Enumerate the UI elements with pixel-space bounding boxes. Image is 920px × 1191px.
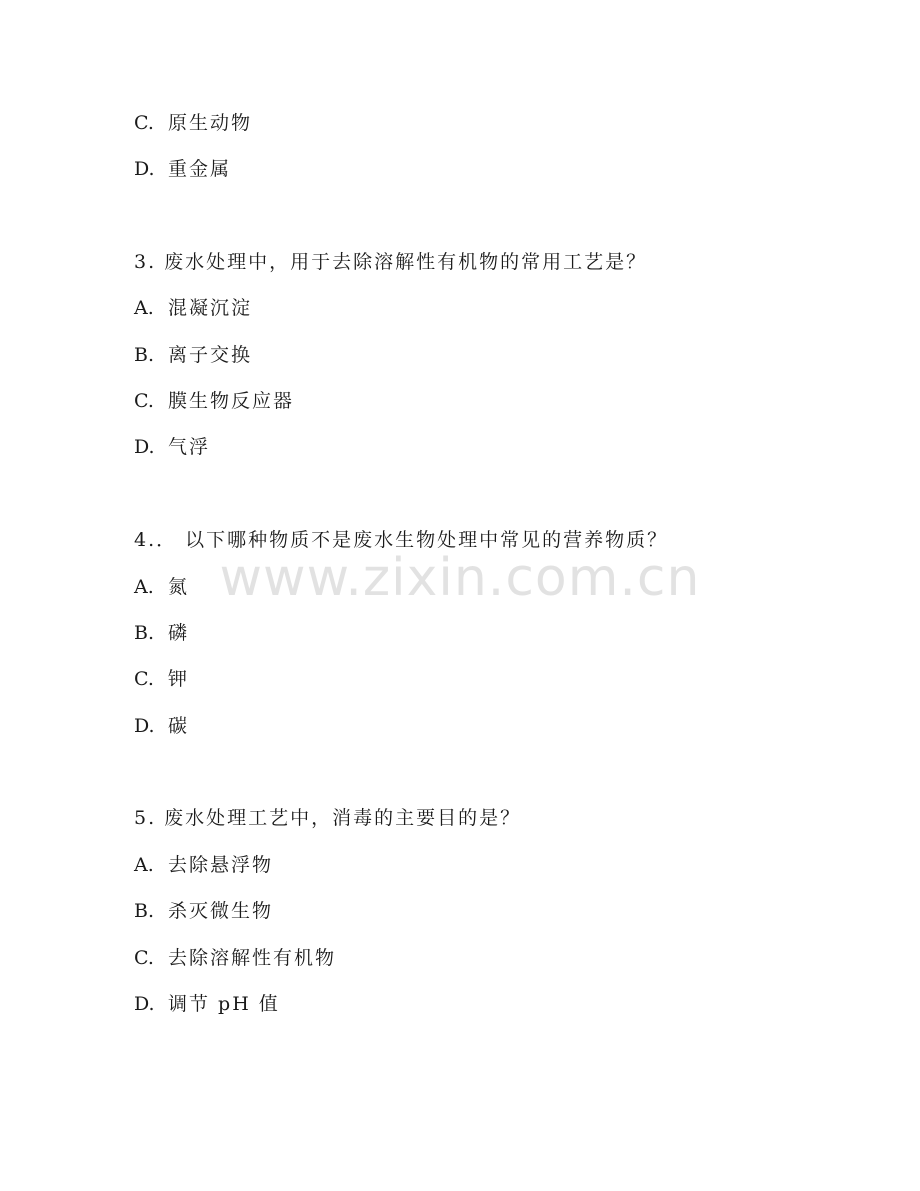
q4-option-b	[134, 621, 189, 645]
option-text: 氮	[168, 576, 190, 598]
option-text: 钾	[168, 668, 190, 690]
option-label: C.	[134, 947, 154, 969]
option-text: 磷	[168, 622, 190, 644]
q5-option-c	[134, 946, 336, 970]
q4-question: 4.． 以下哪种物质不是废水生物处理中常见的营养物质？	[134, 529, 669, 551]
option-text: 去除溶解性有机物	[168, 947, 337, 969]
q5-option-a	[134, 853, 273, 877]
q3-option-c	[134, 389, 294, 413]
option-text: 去除悬浮物	[168, 854, 274, 876]
option-label: C.	[134, 112, 154, 134]
option-label: A.	[134, 576, 154, 598]
option-label: D.	[134, 436, 155, 458]
option-text: 杀灭微生物	[168, 900, 274, 922]
option-label: D.	[134, 993, 155, 1015]
option-label: A.	[134, 854, 154, 876]
q2-option-d	[134, 157, 231, 181]
option-text: 调节 pH 值	[168, 993, 280, 1015]
option-text: 原生动物	[168, 112, 253, 134]
q5-option-b	[134, 899, 273, 923]
option-label: D.	[134, 715, 155, 737]
option-label: A.	[134, 297, 154, 319]
option-text: 碳	[168, 715, 190, 737]
q3-option-b	[134, 343, 252, 367]
option-text: 重金属	[168, 158, 232, 180]
q2-option-c	[134, 111, 252, 135]
q4-option-d	[134, 714, 189, 738]
q3-option-d	[134, 435, 210, 459]
option-label: C.	[134, 390, 154, 412]
q3-option-a	[134, 296, 252, 320]
option-label: C.	[134, 668, 154, 690]
q4-option-a	[134, 575, 189, 599]
option-label: D.	[134, 158, 155, 180]
option-text: 膜生物反应器	[168, 390, 295, 412]
q3-question: 3. 废水处理中，用于去除溶解性有机物的常用工艺是？	[134, 251, 648, 273]
q5-question: 5. 废水处理工艺中，消毒的主要目的是？	[134, 807, 522, 829]
option-label: B.	[134, 900, 155, 922]
option-text: 气浮	[168, 436, 211, 458]
option-text: 离子交换	[168, 344, 253, 366]
option-label: B.	[134, 344, 155, 366]
option-text: 混凝沉淀	[168, 297, 253, 319]
watermark: www.zixin.com.cn	[219, 548, 701, 608]
q4-option-c	[134, 667, 189, 691]
q5-option-d	[134, 992, 280, 1016]
option-label: B.	[134, 622, 155, 644]
